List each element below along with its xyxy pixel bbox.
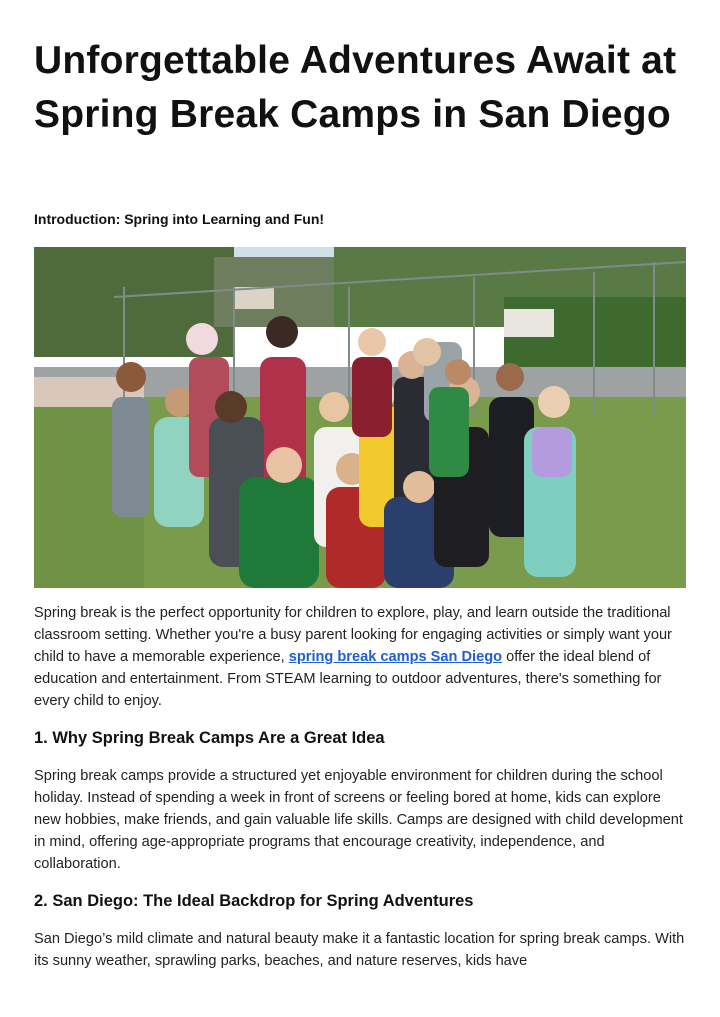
page-title: Unforgettable Adventures Await at Spring Break Camps in San Diego — [34, 39, 677, 136]
section-paragraph-san-diego: San Diego’s mild climate and natural beauty make it a fantastic location for spring break camps. With its sunny weather, sprawling parks, beaches, and nature reserves, kids have — [34, 931, 685, 969]
section-heading-san-diego: 2. San Diego: The Ideal Backdrop for Spring Adventures — [34, 892, 474, 910]
section-paragraph-why-camps: Spring break camps provide a structured yet enjoyable environment for children during the school holiday. Instead of spending a week in front of screens or feeling bored at home, kids can explore new hobbies, make friends, and gain valuable life skills. Camps are designed with child development in mind, offering age-appropriate programs that encourage creativity, independence, and collaboration. — [34, 768, 683, 872]
section-heading-why-camps: 1. Why Spring Break Camps Are a Great Idea — [34, 729, 385, 747]
intro-text-before: Spring break is the perfect opportunity for children to explore, play, and learn outside the traditional classroom setting. Whether you're a busy parent looking for engaging activities or simply want your child to have a memorable experience, — [34, 605, 672, 665]
intro-paragraph — [34, 602, 690, 712]
intro-heading: Introduction: Spring into Learning and Fun! — [34, 211, 325, 227]
camp-photo — [34, 247, 686, 588]
spring-break-camps-link[interactable]: spring break camps San Diego — [288, 649, 503, 665]
intro-text-after: offer the ideal blend of education and entertainment. From STEAM learning to outdoor adventures, there's something for every child to enjoy. — [34, 649, 662, 709]
